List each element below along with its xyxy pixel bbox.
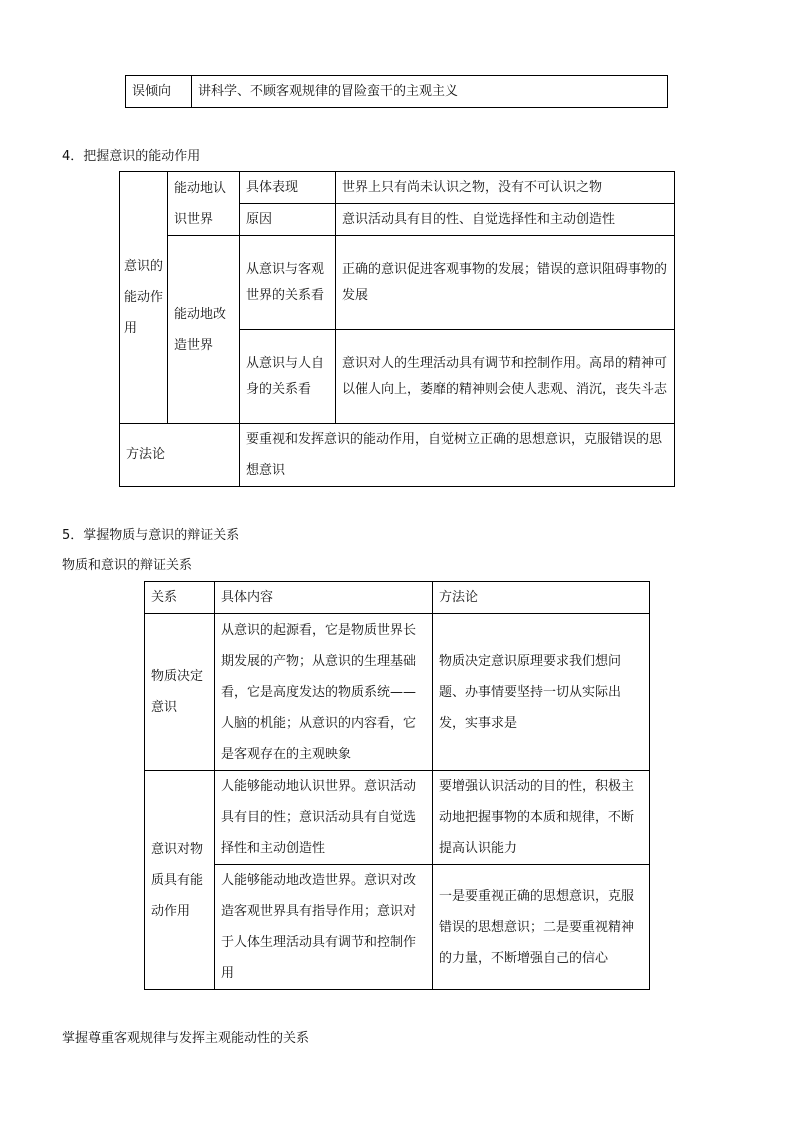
methodology-label: 方法论 — [120, 424, 240, 487]
transform-aspect-2: 从意识与人自身的关系看 — [240, 330, 336, 424]
consciousness-role-table — [119, 171, 675, 487]
header-relation: 关系 — [145, 582, 215, 614]
transform-content-2: 意识对人的生理活动具有调节和控制作用。高昂的精神可以催人向上，萎靡的精神则会使人悲观、消沉，丧失斗志 — [336, 330, 675, 424]
section4-heading: 4．把握意识的能动作用 — [62, 149, 201, 164]
methodology-content: 要重视和发挥意识的能动作用，自觉树立正确的思想意识，克服错误的思想意识 — [240, 424, 675, 487]
top-table — [125, 75, 668, 108]
recognize-aspect-2: 原因 — [240, 204, 336, 236]
recognize-label: 能动地认识世界 — [168, 172, 240, 236]
row2-relation: 意识对物质具有能动作用 — [145, 771, 215, 990]
section5-heading: 5．掌握物质与意识的辩证关系 — [62, 528, 240, 543]
footer-heading: 掌握尊重客观规律与发挥主观能动性的关系 — [62, 1031, 310, 1046]
top-table-text: 讲科学、不顾客观规律的冒险蛮干的主观主义 — [192, 76, 668, 108]
transform-label: 能动地改造世界 — [168, 236, 240, 424]
header-content: 具体内容 — [215, 582, 433, 614]
row2a-method: 要增强认识活动的目的性，积极主动地把握事物的本质和规律，不断提高认识能力 — [433, 771, 650, 865]
recognize-aspect-1: 具体表现 — [240, 172, 336, 204]
top-table-label: 误倾向 — [126, 76, 192, 108]
header-method: 方法论 — [433, 582, 650, 614]
row1-relation: 物质决定意识 — [145, 614, 215, 771]
recognize-content-1: 世界上只有尚未认识之物，没有不可认识之物 — [336, 172, 675, 204]
row1-content: 从意识的起源看，它是物质世界长期发展的产物；从意识的生理基础看，它是高度发达的物质系统——人脑的机能；从意识的内容看，它是客观存在的主观映象 — [215, 614, 433, 771]
row2b-content: 人能够能动地改造世界。意识对改造客观世界具有指导作用；意识对于人体生理活动具有调节和控制作用 — [215, 865, 433, 990]
transform-content-1: 正确的意识促进客观事物的发展；错误的意识阻碍事物的发展 — [336, 236, 675, 330]
main-label: 意识的能动作用 — [120, 172, 168, 424]
recognize-content-2: 意识活动具有目的性、自觉选择性和主动创造性 — [336, 204, 675, 236]
matter-consciousness-table — [144, 581, 650, 990]
row2b-method: 一是要重视正确的思想意识，克服错误的思想意识；二是要重视精神的力量，不断增强自己的信心 — [433, 865, 650, 990]
transform-aspect-1: 从意识与客观世界的关系看 — [240, 236, 336, 330]
row1-method: 物质决定意识原理要求我们想问题、办事情要坚持一切从实际出发，实事求是 — [433, 614, 650, 771]
section5-subheading: 物质和意识的辩证关系 — [62, 558, 193, 573]
row2a-content: 人能够能动地认识世界。意识活动具有目的性；意识活动具有自觉选择性和主动创造性 — [215, 771, 433, 865]
